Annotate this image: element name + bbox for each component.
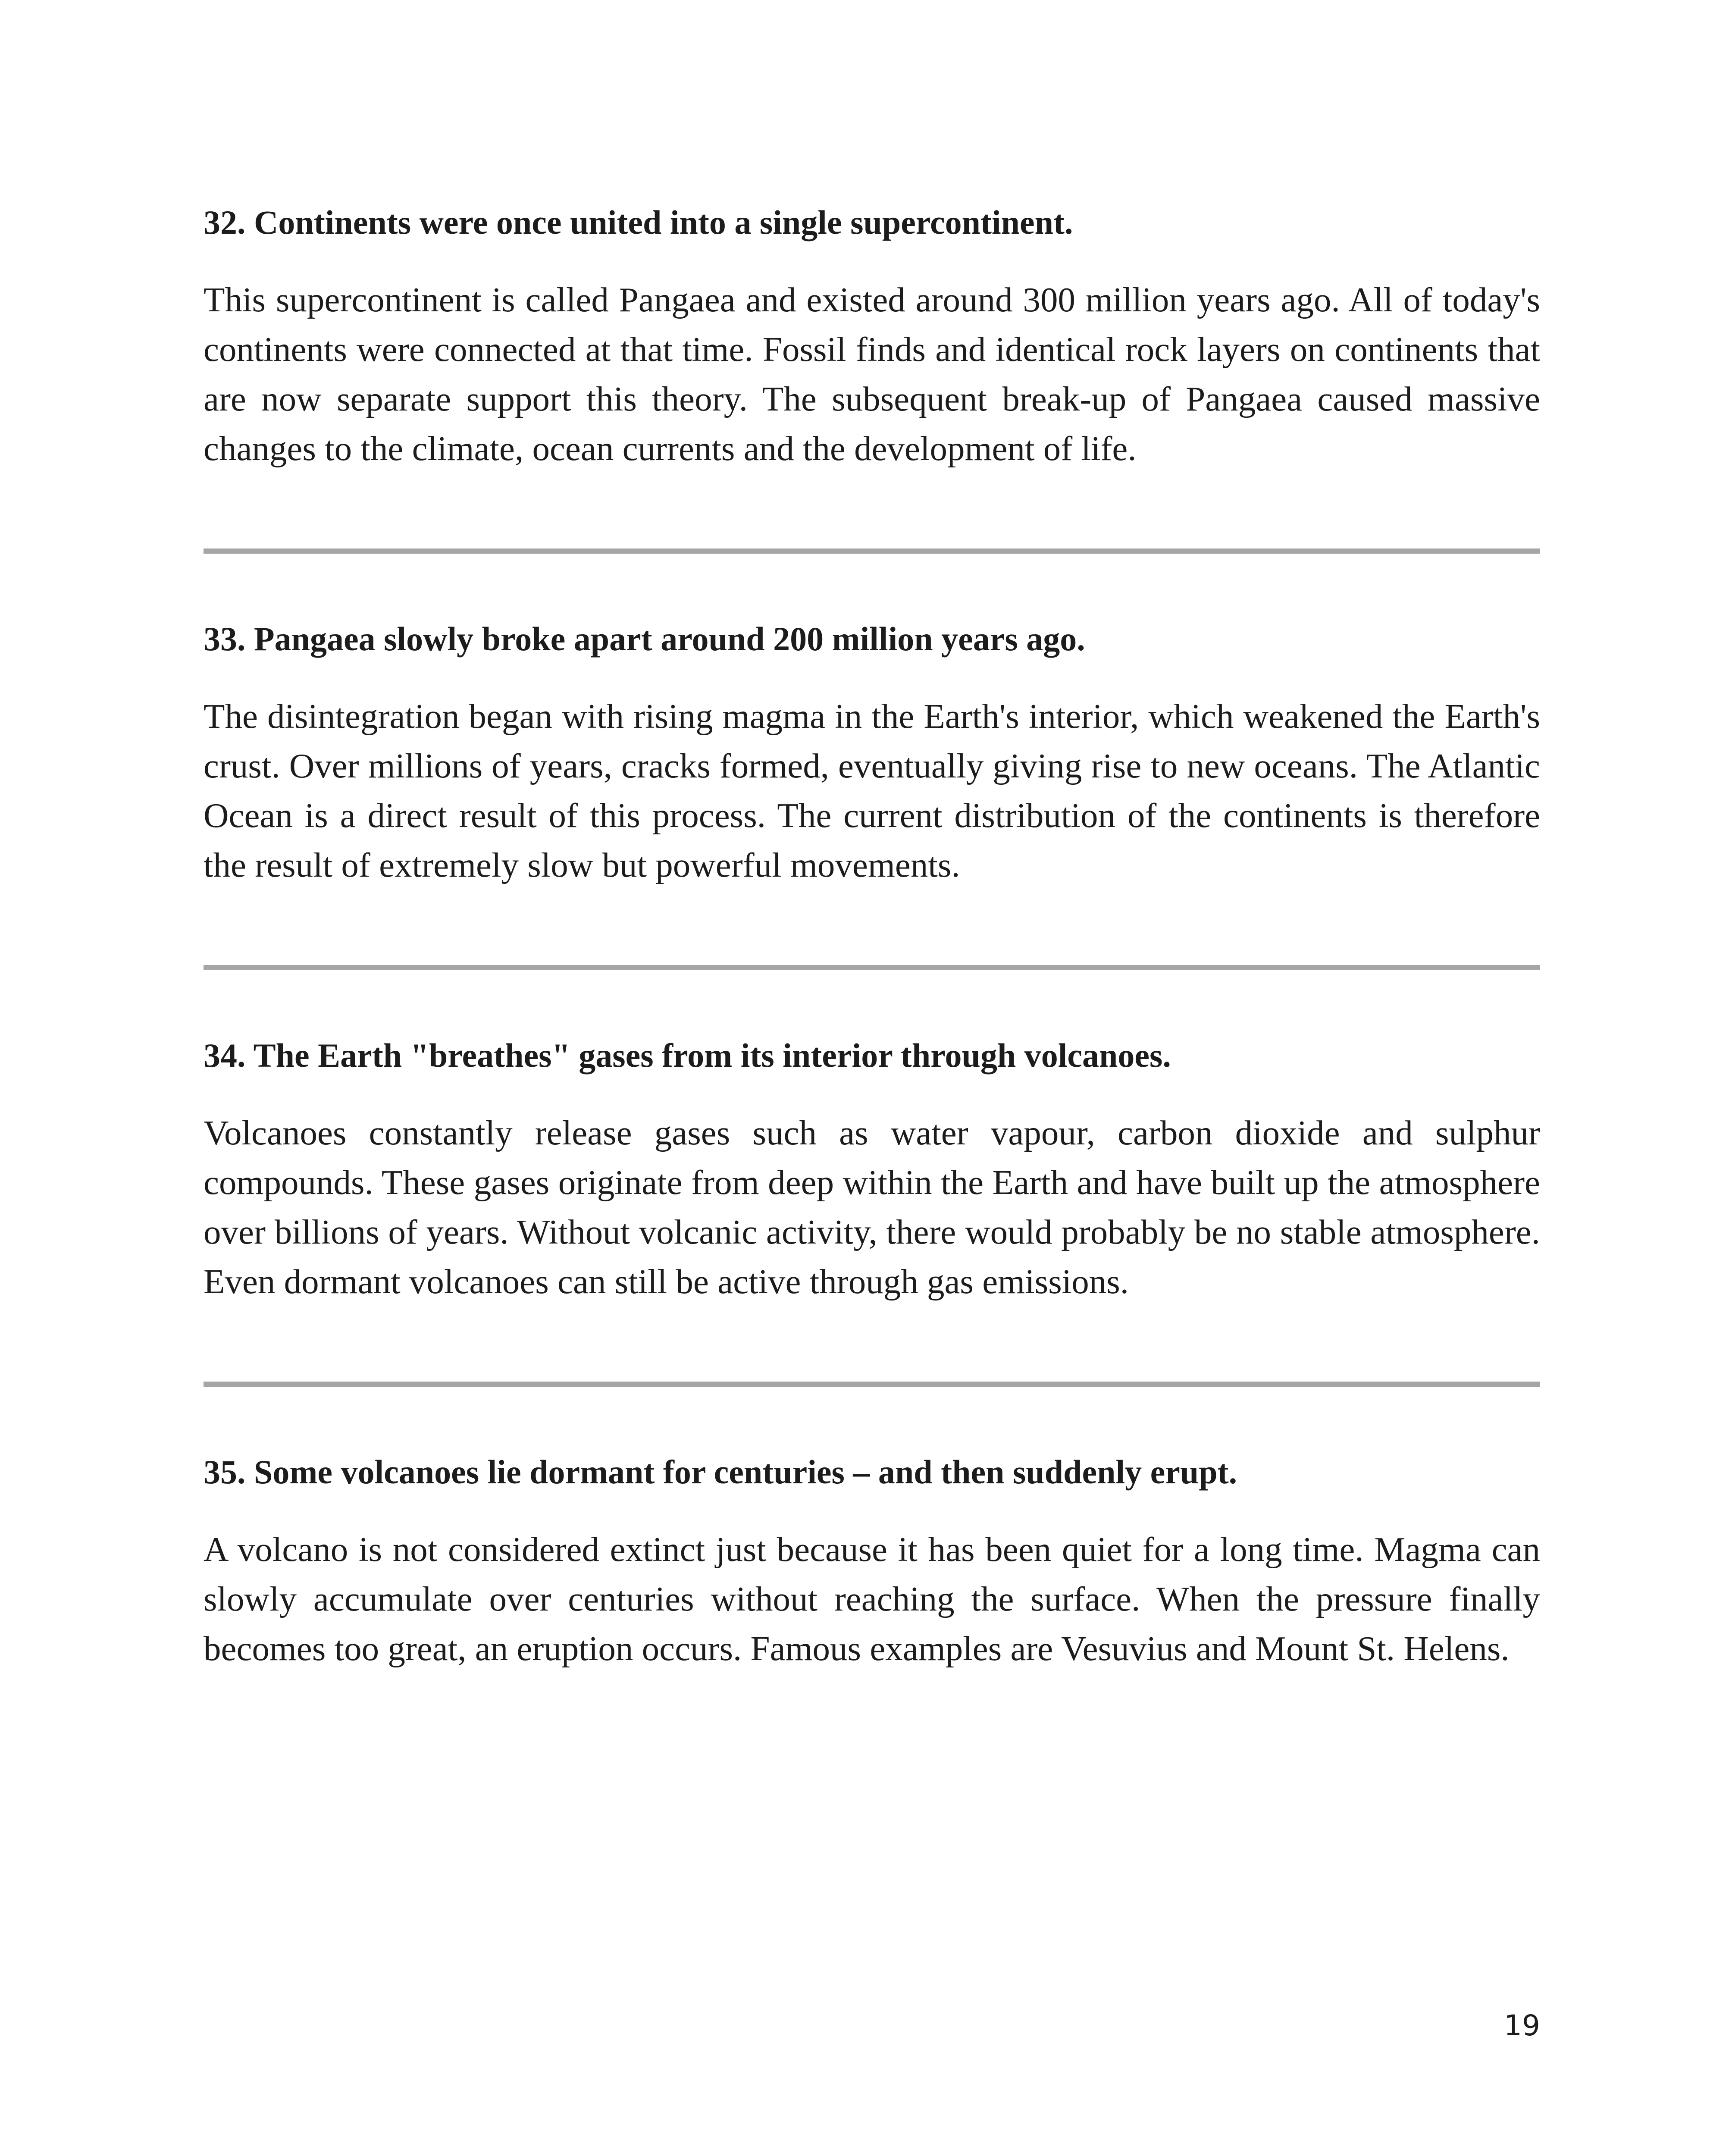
section-body: Volcanoes constantly release gases such as water vapour, carbon dioxide and sulphur compounds. These gases originate from deep within the Earth and have built up the atmosphere over billions of years. Without volcanic activity, there would probably be no stable atmosphere. Even dormant volcanoes can still be active through gas emissions. [204,1113,1540,1301]
section-title: 35. Some volcanoes lie dormant for centuries – and then suddenly erupt. [204,1453,1237,1491]
section-title: 34. The Earth "breathes" gases from its interior through volcanoes. [204,1037,1171,1074]
section-body: A volcano is not considered extinct just because it has been quiet for a long time. Magma can slowly accumulate over centuries without reaching the surface. When the pressure finally becomes too great, an eruption occurs. Famous examples are Vesuvius and Mount St. Helens. [204,1530,1540,1668]
section-32 [204,202,1540,473]
section-35 [204,1451,1540,1673]
section-divider [204,1382,1540,1387]
section-body: The disintegration began with rising magma in the Earth's interior, which weakened the Earth's crust. Over millions of years, cracks formed, eventually giving rise to new oceans. The Atlantic Ocean is a direct result of this process. The current distribution of the continents is therefore the result of extremely slow but powerful movements. [204,697,1540,884]
section-title: 32. Continents were once united into a single supercontinent. [204,204,1073,241]
section-body: This supercontinent is called Pangaea and existed around 300 million years ago. All of today's continents were connected at that time. Fossil finds and identical rock layers on continents that are now separate support this theory. The subsequent break-up of Pangaea caused massive changes to the climate, ocean currents and the development of life. [204,280,1540,468]
section-34 [204,1035,1540,1307]
section-divider [204,965,1540,970]
page-number: 19 [1504,2009,1540,2042]
section-33 [204,618,1540,890]
section-title: 33. Pangaea slowly broke apart around 200 million years ago. [204,620,1085,658]
page-content [204,202,1540,1673]
section-divider [204,548,1540,554]
